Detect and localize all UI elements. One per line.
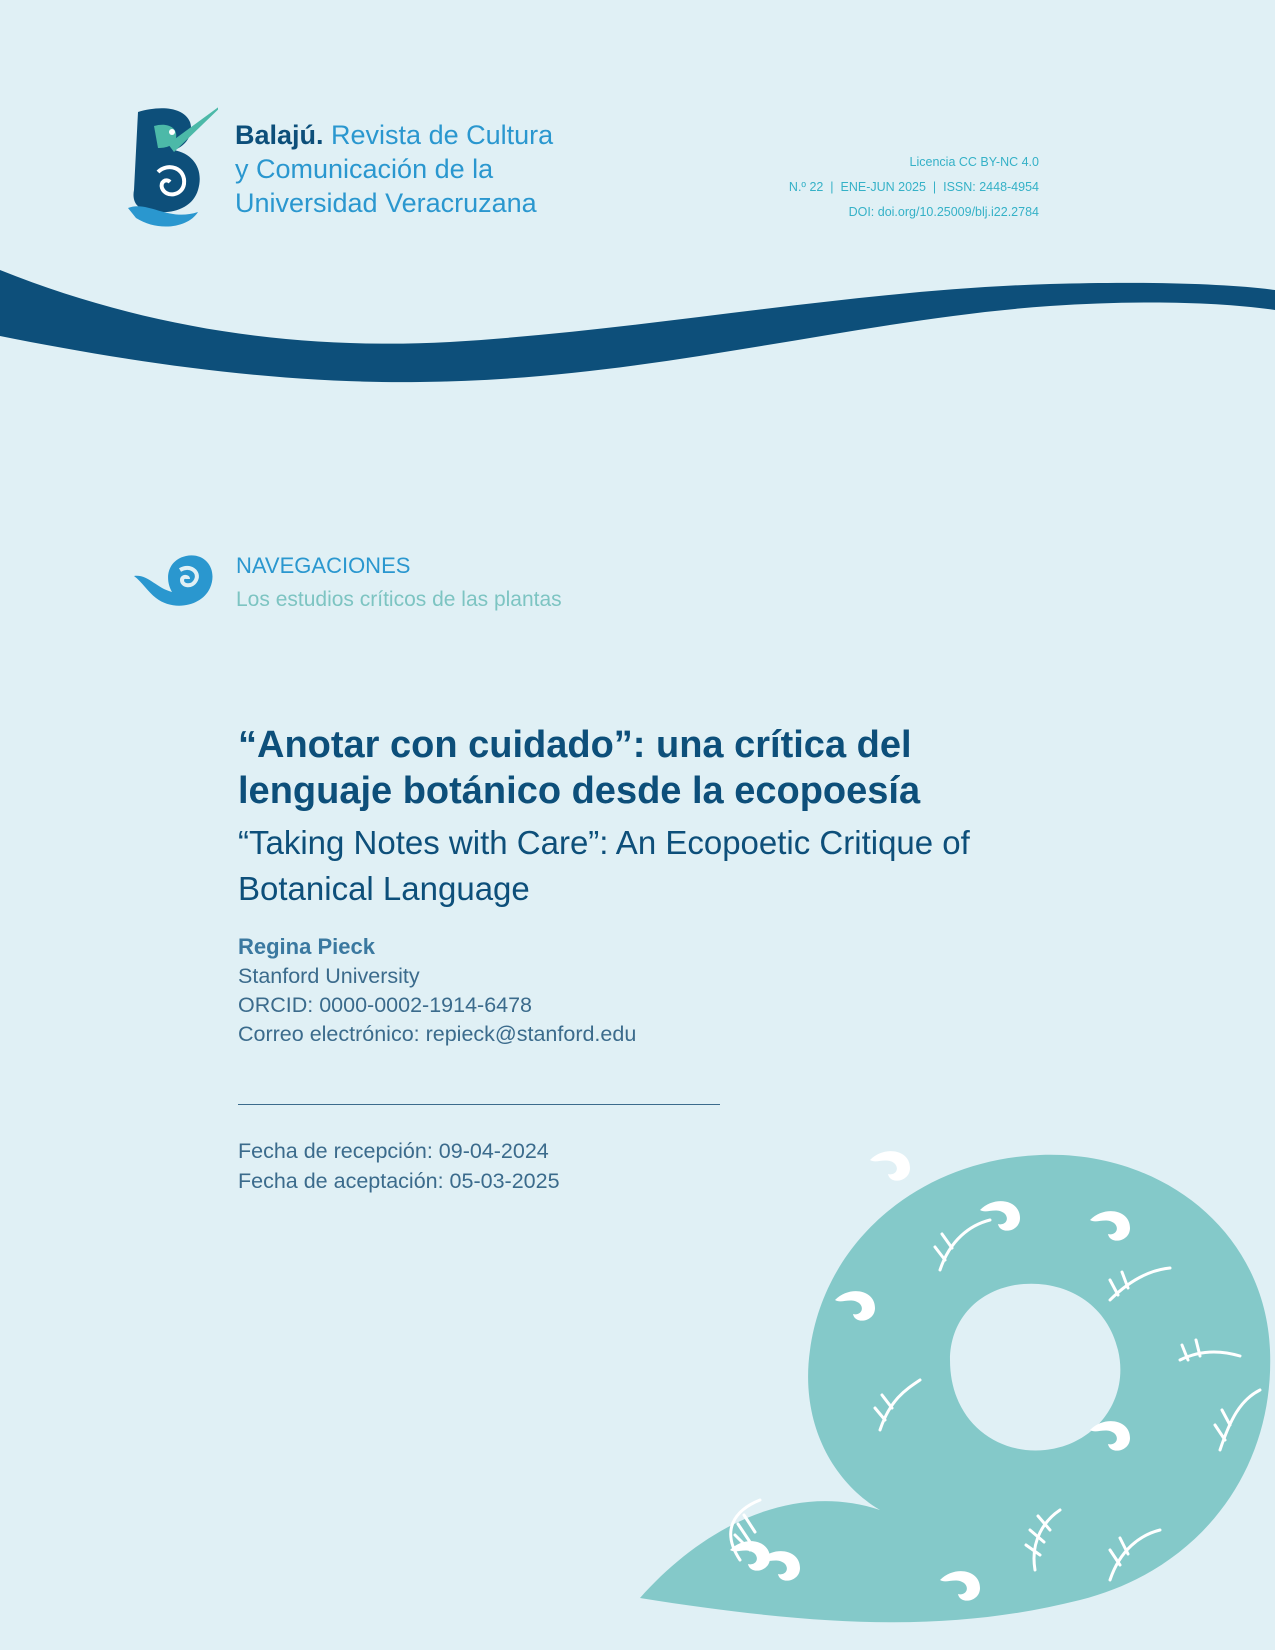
header-wave-band bbox=[0, 270, 1275, 410]
title-es-line2: lenguaje botánico desde la ecopoesía bbox=[238, 770, 921, 812]
journal-name bbox=[235, 118, 655, 220]
article-title-en bbox=[238, 820, 1058, 912]
license-text: Licencia CC BY-NC 4.0 bbox=[909, 155, 1039, 169]
publication-meta bbox=[789, 150, 1039, 225]
spiral-plants-decoration-icon bbox=[640, 1150, 1275, 1650]
journal-name-line3: Universidad Veracruzana bbox=[235, 188, 537, 218]
author-name: Regina Pieck bbox=[238, 934, 375, 959]
balaju-logo-icon bbox=[128, 104, 218, 234]
title-es-line1: “Anotar con cuidado”: una crítica del bbox=[238, 724, 912, 766]
date-received: Fecha de recepción: 09-04-2024 bbox=[238, 1139, 549, 1163]
section-wave-icon bbox=[134, 548, 214, 612]
journal-name-line2: y Comunicación de la bbox=[235, 154, 494, 184]
title-en-line1: “Taking Notes with Care”: An Ecopoetic Critique of bbox=[238, 824, 970, 861]
author-email: Correo electrónico: repieck@stanford.edu bbox=[238, 1022, 637, 1046]
journal-name-rest: Revista de Cultura bbox=[323, 120, 554, 150]
section-subtitle: Los estudios críticos de las plantas bbox=[236, 588, 562, 611]
doi-link[interactable]: DOI: doi.org/10.25009/blj.i22.2784 bbox=[848, 205, 1039, 219]
divider bbox=[238, 1104, 720, 1105]
date-accepted: Fecha de aceptación: 05-03-2025 bbox=[238, 1169, 560, 1193]
article-title-es bbox=[238, 722, 1038, 814]
section-title: NAVEGACIONES bbox=[236, 553, 411, 578]
author-affiliation: Stanford University bbox=[238, 964, 420, 988]
journal-name-bold: Balajú. bbox=[235, 120, 324, 150]
author-orcid: ORCID: 0000-0002-1914-6478 bbox=[238, 993, 533, 1017]
issue-line: N.º 22 | ENE-JUN 2025 | ISSN: 2448-4954 bbox=[788, 180, 1039, 194]
title-en-line2: Botanical Language bbox=[238, 870, 530, 907]
